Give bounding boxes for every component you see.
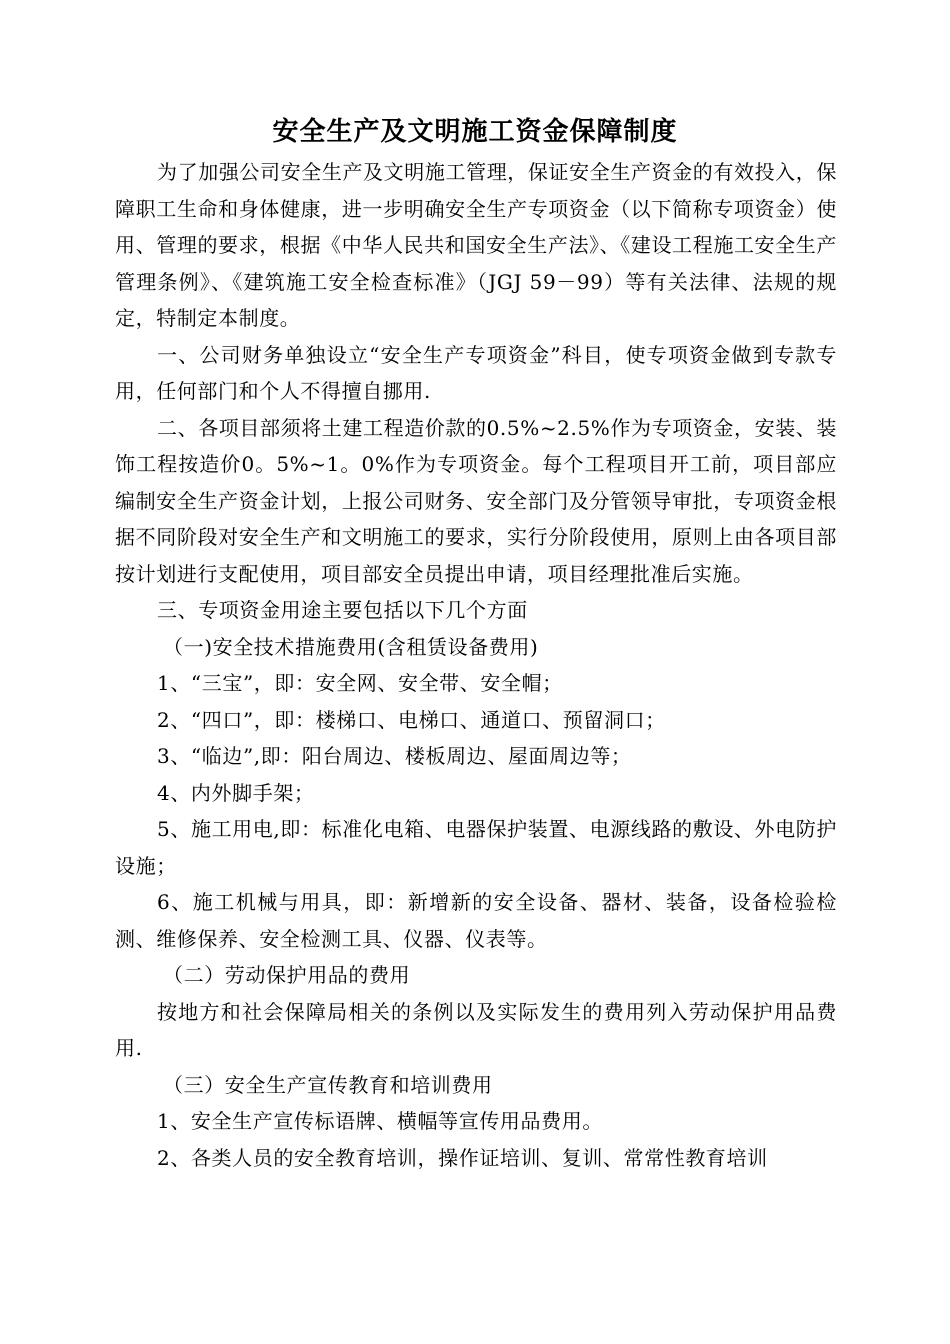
section-three-item-1: 1、安全生产宣传标语牌、横幅等宣传用品费用。	[157, 1109, 603, 1133]
list-item-1: 1、“三宝”，即：安全网、安全带、安全帽；	[157, 671, 563, 695]
section-three-heading: （三）安全生产宣传教育和培训费用	[163, 1072, 493, 1097]
section-one-heading: （一)安全技术措施费用(含租赁设备费用)	[163, 634, 539, 659]
document-body	[115, 154, 837, 1176]
list-item-4: 4、内外脚手架；	[157, 780, 315, 805]
list-item-6: 6、施工机械与用具，即：新增新的安全设备、器材、装备，设备检验检测、维修保养、安全检测工具、仪器、仪表等。	[115, 890, 837, 951]
section-two-heading: （二）劳动保护用品的费用	[163, 963, 411, 987]
list-item-2: 2、“四口”，即：楼梯口、电梯口、通道口、预留洞口；	[157, 707, 666, 732]
section-two-paragraph: 按地方和社会保障局相关的条例以及实际发生的费用列入劳动保护用品费用.	[115, 999, 837, 1060]
clause-one-paragraph: 一、公司财务单独设立“安全生产专项资金”科目，使专项资金做到专款专用，任何部门和个人不得擅自挪用.	[115, 342, 837, 403]
section-three-item-2: 2、各类人员的安全教育培训，操作证培训、复训、常常性教育培训	[157, 1145, 768, 1170]
list-item-5: 5、施工用电,即：标准化电箱、电器保护装置、电源线路的敷设、外电防护设施；	[115, 817, 837, 878]
clause-two-paragraph: 二、各项目部须将土建工程造价款的0.5%~2.5%作为专项资金，安装、装饰工程按造价0。5%~1。0%作为专项资金。每个工程项目开工前，项目部应编制安全生产资金计划，上报公司财务、安全部门及分管领导审批，专项资金根据不同阶段对安全生产和文明施工的要求，实行分阶段使用，原则上由各项目部按计划进行支配使用，项目部安全员提出申请，项目经理批准后实施。	[115, 415, 837, 586]
document-title: 安全生产及文明施工资金保障制度	[272, 117, 678, 147]
list-item-3: 3、“临边”,即：阳台周边、楼板周边、屋面周边等；	[157, 744, 632, 768]
clause-three-heading: 三、专项资金用途主要包括以下几个方面	[157, 598, 528, 622]
intro-paragraph: 为了加强公司安全生产及文明施工管理，保证安全生产资金的有效投入，保障职工生命和身体健康，进一步明确安全生产专项资金（以下简称专项资金）使用、管理的要求，根据《中华人民共和国安全生产法》、《建设工程施工安全生产管理条例》、《建筑施工安全检查标准》（JGJ 59－99）等有关法律、法规的规定，特制定本制度。	[115, 160, 837, 330]
